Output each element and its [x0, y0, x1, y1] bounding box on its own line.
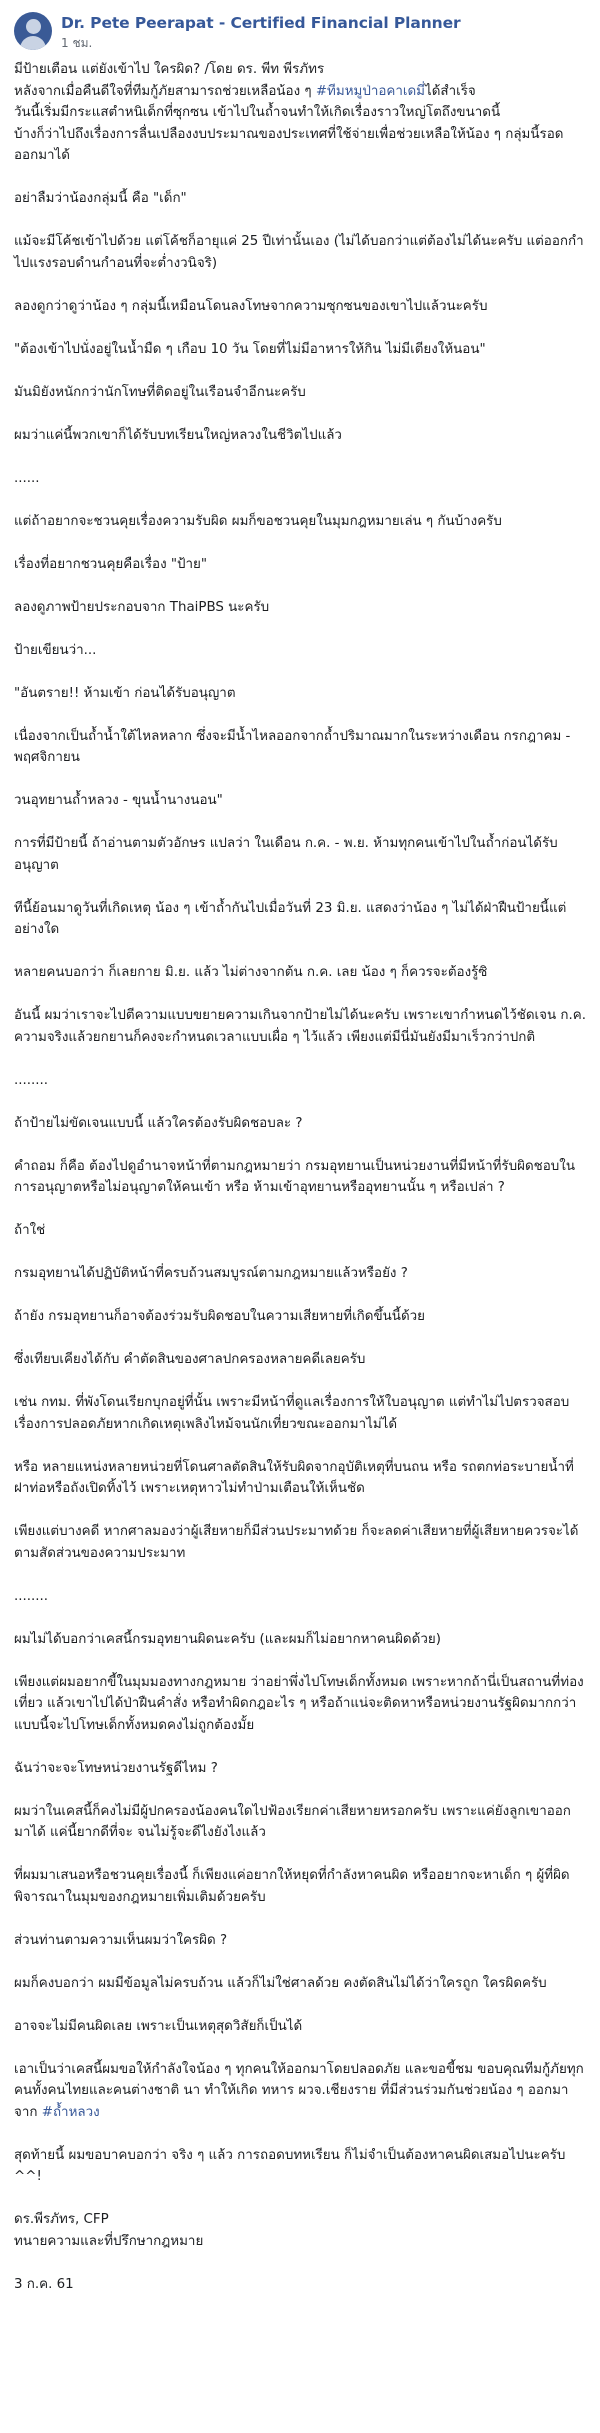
post-paragraph-spacer [14, 661, 586, 683]
post-paragraph: แม้จะมีโค้ชเข้าไปด้วย แต่โค้ชก็อายุแค่ 25 ปีเท่านั้นเอง (ไม่ได้บอกว่าแต่ต้องไม่ได้นะครับ แต่ออกกำไปแรงรอบดำนกำอนที่จะต่ำงวนิจริ) [14, 234, 584, 271]
post-paragraph: ผมว่าแค่นี้พวกเขาก็ได้รับบทเรียนใหญ่หลวงในชีวิตไปแล้ว [14, 427, 342, 443]
post-paragraph-spacer [14, 210, 586, 232]
post-paragraph: วนอุทยานถ้ำหลวง - ขุนน้ำนางนอน" [14, 793, 223, 808]
post-paragraph-spacer [14, 1951, 586, 1973]
post-paragraph: เพียงแต่บางคดี หากศาลมองว่าผู้เสียหายก็มีส่วนประมาทด้วย ก็จะลดค่าเสียหายที่ผู้เสียหายควรจะได้ตามสัดส่วนของความประมาท [14, 1524, 579, 1561]
post-paragraph: อย่าลืมว่าน้องกลุ่มนี้ คือ "เด็ก" [14, 191, 187, 206]
post-paragraph: 3 ก.ค. 61 [14, 2276, 74, 2292]
post-paragraph-spacer [14, 812, 586, 834]
avatar-head-icon [26, 19, 41, 34]
post-paragraph-spacer [14, 1736, 586, 1758]
post-paragraph: คำถอม ก็คือ ต้องไปดูอำนาจหน้าที่ตามกฎหมายว่า กรมอุทยานเป็นหน่วยงานที่มีหน้าที่รับผิดชอบในการอนุญาตหรือไม่อนุญาตให้คนเข้า หรือ ห้ามเข้าอุทยานหรืออุทยานนั้น ๆ หรือเปล่า ? [14, 1158, 575, 1195]
post-paragraph-spacer [14, 1134, 586, 1156]
post-paragraph-spacer [14, 1779, 586, 1801]
post-author-name[interactable]: Dr. Pete Peerapat - Certified Financial Planner [61, 14, 461, 32]
post-paragraph: มันมิยังหนักกว่านักโทษที่ติดอยู่ในเรือนจำอีกนะครับ [14, 384, 306, 400]
post-paragraph: บ้างก็ว่าไปถึงเรื่องการลื่นเปลืองงบประมาณของประเทศที่ใช้จ่ายเพื่อช่วยเหลือให้น้อง ๆ กลุ่มนี้รอดออกมาได้ [14, 126, 564, 163]
post-paragraph-spacer [14, 360, 586, 382]
post-paragraph: ดร.พีรภัทร, CFP [14, 2212, 109, 2227]
post-paragraph: หลังจากเมื่อคืนดีใจที่ทีมกู้ภัยสามารถช่วยเหลือน้อง ๆ #ทีมหมูป่าอคาเดมี่ได้สำเร็จ [14, 83, 476, 99]
post-paragraph: ผมก็คงบอกว่า ผมมีข้อมูลไม่ครบถ้วน แล้วก็ไม่ใช่ศาลด้วย คงตัดสินไม่ได้ว่าใครถูก ใครผิดครับ [14, 1975, 547, 1991]
post-paragraph-spacer [14, 1048, 586, 1070]
post-paragraph: ลองดูกว่าดูว่าน้อง ๆ กลุ่มนี้เหมือนโดนลงโทษจากความซุกซนของเขาไปแล้วนะครับ [14, 298, 488, 314]
post-paragraph: ฉันว่าจะจะโทษหน่วยงานรัฐดีไหม ? [14, 1760, 218, 1776]
post-paragraph-spacer [14, 1650, 586, 1672]
post-paragraph-spacer [14, 274, 586, 296]
post-paragraph: อันนี้ ผมว่าเราจะไปตีความแบบขยายความเกินจากป้ายไม่ได้นะครับ เพราะเขากำหนดไว้ชัดเจน ก.ค. ความจริงแล้วยกยานก็คงจะกำหนดเวลาแบบเผื่อ ๆ ไว้แล้ว เพียงแต่มีนี่มันยังมีมาเร็วกว่าปกติ [14, 1008, 586, 1045]
post-body [14, 59, 586, 2295]
post-paragraph: เอาเป็นว่าเคสนี้ผมขอให้กำลังใจน้อง ๆ ทุกคนให้ออกมาโดยปลอดภัย และขอขี้ชม ขอบคุณทีมกู้ภัยทุกคนทั้งคนไทยและคนต่างชาติ นา ทำให้เกิด ทหาร ผวจ.เชียงราย ที่มีส่วนร่วมกันช่วยน้อง ๆ ออกมาจาก #ถ้ำหลวง [14, 2061, 584, 2120]
post-paragraph-spacer [14, 167, 586, 189]
post-paragraph: เช่น กทม. ที่พังโดนเรียกบุกอยู่ที่นั้น เพราะมีหน้าที่ดูแลเรื่องการให้ใบอนุญาต แต่ทำไม่ไปตรวจสอบเรื่องการปลอดภัยหากเกิดเหตุเพลิงไหม้จนนักเที่ยวขณะออกมาไม่ได้ [14, 1395, 570, 1432]
post-paragraph: เรื่องที่อยากชวนคุยคือเรื่อง "ป้าย" [14, 556, 208, 572]
post-paragraph: ถ้าป้ายไม่ขัดเจนแบบนี้ แล้วใครต้องรับผิดชอบละ ? [14, 1115, 303, 1131]
post-paragraph: เพียงแต่ผมอยากขี้ในมุมมองทางกฎหมาย ว่าอย่าพึ่งไปโทษเด็กทั้งหมด เพราะหากถ้านี่เป็นสถานที่ท่องเที่ยว แล้วเขาไปได้ป่าฝืนคำสั่ง หรือทำผิดกฎอะไร ๆ หรือถ้าแน่จะติดหาหรือหน่วยงานรัฐผิดมากกว่าแบบนี้จะไปโทษเด็กทั้งหมดคงไม่ถูกต้องมั้ย [14, 1674, 584, 1733]
post-paragraph: ทีนี้ย้อนมาดูวันที่เกิดเหตุ น้อง ๆ เข้าถ้ำกันไปเมื่อวันที่ 23 มิ.ย. แสดงว่าน้อง ๆ ไม่ได้ฝ่าฝืนป้ายนี้แต่อย่างใด [14, 900, 567, 937]
post-paragraph-spacer [14, 1607, 586, 1629]
post-paragraph: ที่ผมมาเสนอหรือชวนคุยเรื่องนี้ ก็เพียงแค่อยากให้หยุดที่กำลังหาคนผิด หรืออยากจะหาเด็ก ๆ ผู้ที่ผิด พิจารณาในมุมของกฎหมายเพิ่มเติมด้วยครับ [14, 1868, 570, 1905]
post-paragraph: สุดท้ายนี้ ผมขอบาคบอกว่า จริง ๆ แล้ว การถอดบทหเรียน ก็ไม่จำเป็นต้องหาคนผิดเสมอไปนะครับ ^^! [14, 2147, 566, 2184]
post-paragraph: เนื่องจากเป็นถ้ำน้ำใต้ไหลหลาก ซึ่งจะมีน้ำไหลออกจากถ้ำปริมาณมากในระหว่างเดือน กรกฎาคม - พฤศจิกายน [14, 728, 571, 765]
post-paragraph-spacer [14, 941, 586, 963]
post-paragraph: ส่วนท่านตามความเห็นผมว่าใครผิด ? [14, 1932, 228, 1948]
post-timestamp[interactable]: 1 ชม. [61, 36, 93, 50]
post-paragraph-spacer [14, 1564, 586, 1586]
post-paragraph-spacer [14, 618, 586, 640]
hashtag-link[interactable]: #ถ้ำหลวง [41, 2104, 100, 2120]
post-paragraph-spacer [14, 1435, 586, 1457]
post-paragraph: ........ [14, 1588, 49, 1604]
post-paragraph: ........ [14, 1072, 49, 1088]
post-paragraph: ทนายความและที่ปรึกษากฎหมาย [14, 2233, 204, 2249]
post-header-text [61, 12, 461, 51]
post-paragraph-spacer [14, 2123, 586, 2145]
post-paragraph-spacer [14, 403, 586, 425]
post-paragraph-spacer [14, 984, 586, 1006]
post-paragraph: ผมไม่ได้บอกว่าเคสนี้กรมอุทยานผิดนะครับ (และผมก็ไม่อยากหาคนผิดด้วย) [14, 1631, 441, 1647]
post-paragraph: "ต้องเข้าไปนั่งอยู่ในน้ำมืด ๆ เกือบ 10 วัน โดยที่ไม่มีอาหารให้กิน ไม่มีเตียงให้นอน" [14, 341, 486, 357]
post-paragraph: วันนี้เริ่มมีกระแสตำหนิเด็กที่ซุกซน เข้าไปในถ้ำจนทำให้เกิดเรื่องราวใหญ่โตถึงขนาดนี้ [14, 105, 501, 120]
avatar[interactable] [14, 12, 52, 50]
post-paragraph: ผมว่าในเคสนี้ก็คงไม่มีผู้ปกครองน้องคนใดไปฟ้องเรียกค่าเสียหายหรอกครับ เพราะแค่ยังลูกเขาออกมาได้ แค่นี้ยากดีที่จะ จนไม่รู้จะดีไงยังไงแล้ว [14, 1803, 571, 1840]
post-paragraph-spacer [14, 1242, 586, 1264]
post-paragraph: ถ้าใช่ [14, 1223, 46, 1238]
post-paragraph-spacer [14, 1328, 586, 1350]
post-paragraph-spacer [14, 704, 586, 726]
post-paragraph-spacer [14, 2252, 586, 2274]
post-paragraph-spacer [14, 1199, 586, 1221]
post-paragraph-spacer [14, 1844, 586, 1866]
post-paragraph: มีป้ายเตือน แต่ยังเข้าไป ใครผิด? /โดย ดร. พีท พีรภัทร [14, 62, 325, 77]
post-paragraph: กรมอุทยานได้ปฏิบัติหน้าที่ครบถ้วนสมบูรณ์ตามกฎหมายแล้วหรือยัง ? [14, 1266, 408, 1281]
post-paragraph-spacer [14, 2188, 586, 2210]
post-paragraph-spacer [14, 1908, 586, 1930]
post-paragraph: หรือ หลายแหน่งหลายหน่วยที่โดนศาลตัดสินให้รับผิดจากอุบัติเหตุที่บนถน หรือ รถตกท่อระบายน้ำที่ฝาท่อหรือถังเปิดทิ้งไว้ เพราะเหตุหาวไม่ทำป่ามเตือนให้เห็นชัด [14, 1459, 574, 1496]
post-paragraph-spacer [14, 1994, 586, 2016]
post-paragraph-spacer [14, 2037, 586, 2059]
post-paragraph-spacer [14, 317, 586, 339]
post-paragraph-spacer [14, 489, 586, 511]
post-paragraph: ถ้ายัง กรมอุทยานก็อาจต้องร่วมรับผิดชอบในความเสียหายที่เกิดขึ้นนี้ด้วย [14, 1309, 426, 1324]
hashtag-link[interactable]: #ทีมหมูป่าอคาเดมี่ [315, 83, 425, 99]
post-paragraph-spacer [14, 575, 586, 597]
post-paragraph: ...... [14, 470, 40, 486]
avatar-body-icon [20, 36, 46, 50]
post-paragraph-spacer [14, 1091, 586, 1113]
post-paragraph: ซึ่งเทียบเคียงได้กับ คำตัดสินของศาลปกครองหลายคดีเลยครับ [14, 1352, 366, 1367]
post-paragraph-spacer [14, 1371, 586, 1393]
post-paragraph-spacer [14, 446, 586, 468]
post-paragraph-spacer [14, 876, 586, 898]
post-paragraph: การที่มีป้ายนี้ ถ้าอ่านตามตัวอักษร แปลว่า ในเดือน ก.ค. - พ.ย. ห้ามทุกคนเข้าไปในถ้ำก่อนได้รับอนุญาต [14, 836, 558, 873]
post-paragraph: ลองดูภาพป้ายประกอบจาก ThaiPBS นะครับ [14, 599, 270, 615]
post-paragraph-spacer [14, 1285, 586, 1307]
post-paragraph: แต่ถ้าอยากจะชวนคุยเรื่องความรับผิด ผมก็ขอชวนคุยในมุมกฎหมายเล่น ๆ กันบ้างครับ [14, 513, 502, 529]
post-paragraph-spacer [14, 1500, 586, 1522]
post-paragraph: "อันตราย!! ห้ามเข้า ก่อนได้รับอนุญาต [14, 685, 236, 701]
post-paragraph-spacer [14, 769, 586, 791]
post-paragraph: อาจจะไม่มีคนผิดเลย เพราะเป็นเหตุสุดวิสัยก็เป็นได้ [14, 2018, 303, 2034]
post-header [14, 10, 586, 59]
post-paragraph-spacer [14, 532, 586, 554]
post-paragraph: ป้ายเขียนว่า... [14, 642, 97, 658]
post-paragraph: หลายคนบอกว่า ก็เลยกาย มิ.ย. แล้ว ไม่ต่างจากต้น ก.ค. เลย น้อง ๆ ก็ควรจะต้องรู้ซิ [14, 965, 488, 980]
